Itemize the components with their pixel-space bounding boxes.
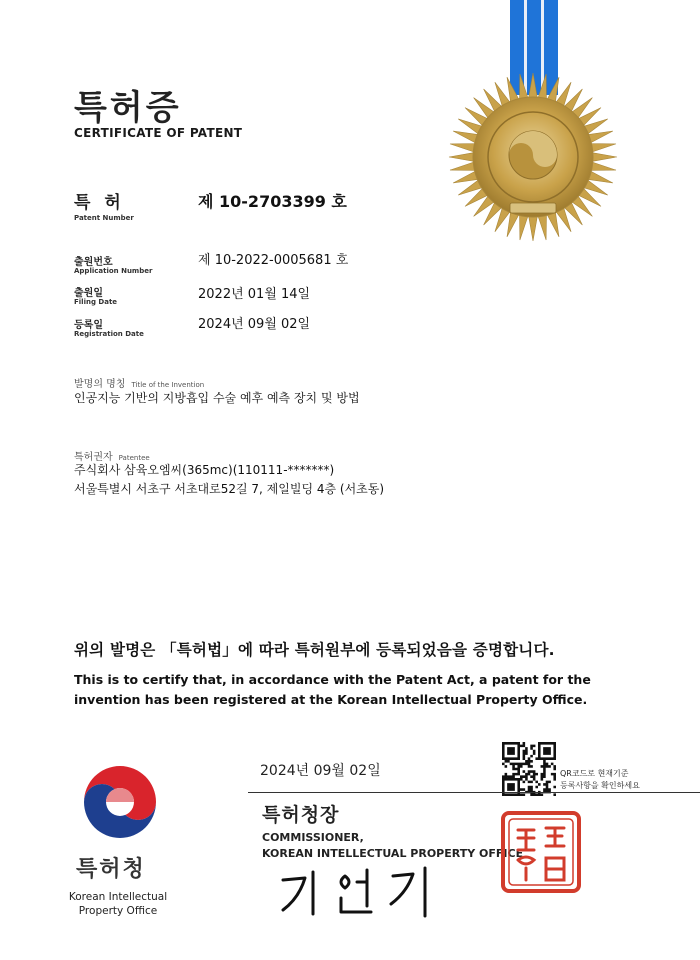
invention-title: 인공지능 기반의 지방흡입 수술 예후 예측 장치 및 방법	[74, 391, 360, 405]
certificate-title-ko: 특허증	[74, 88, 182, 128]
application-number-label-ko: 출원번호	[74, 257, 113, 268]
divider	[248, 792, 700, 793]
registration-date-value: 2024년 09월 02일	[198, 317, 311, 332]
filing-date-value: 2022년 01월 14일	[198, 287, 311, 302]
certification-statement-ko: 위의 발명은 「특허법」에 따라 특허원부에 등록되었음을 증명합니다.	[74, 641, 555, 659]
filing-date-label-ko: 출원일	[74, 288, 103, 299]
application-number-value: 제 10-2022-0005681 호	[198, 253, 349, 268]
commissioner-title-en-line1: COMMISSIONER,	[262, 831, 364, 844]
registration-date-label-ko: 등록일	[74, 320, 103, 331]
patentee-address: 서울특별시 서초구 서초대로52길 7, 제일빌딩 4층 (서초동)	[74, 482, 385, 496]
patentee-label-en: Patentee	[118, 454, 150, 462]
kipo-name-en-line1: Korean Intellectual	[68, 891, 168, 903]
patentee-label-ko: 특허권자	[74, 452, 113, 463]
certification-statement-en: This is to certify that, in accordance with the Patent Act, a patent for the invention has been registered at the Korean Intellectual Property Office.	[74, 672, 591, 707]
kipo-name-en-line2: Property Office	[78, 905, 158, 917]
issue-date: 2024년 09월 02일	[260, 763, 381, 779]
invention-label-ko: 발명의 명칭	[74, 379, 126, 390]
patent-number-label-en: Patent Number	[74, 214, 134, 222]
qr-note-line2: 등록사항을 확인하세요	[560, 781, 640, 790]
commissioner-title-ko: 특허청장	[262, 804, 340, 826]
registration-date-label-en: Registration Date	[74, 330, 144, 338]
patent-number-label-ko: 특 허	[74, 193, 125, 213]
qr-note	[560, 768, 640, 792]
commissioner-title-en-line2: KOREAN INTELLECTUAL PROPERTY OFFICE	[262, 847, 524, 860]
qr-modules	[502, 742, 556, 796]
gold-medal-seal	[440, 0, 630, 260]
commissioner-signature	[275, 862, 445, 922]
invention-label-en: Title of the Invention	[131, 381, 205, 389]
patent-number-value: 제 10-2703399 호	[198, 192, 347, 211]
commissioner-title-en	[262, 830, 523, 862]
qr-code[interactable]	[502, 742, 556, 796]
kipo-name-en	[58, 890, 178, 918]
filing-date-label-en: Filing Date	[74, 298, 118, 306]
certificate-title-en: CERTIFICATE OF PATENT	[74, 126, 243, 140]
kipo-taegeuk-logo	[80, 762, 160, 842]
kipo-name-ko: 특허청	[76, 857, 146, 882]
official-seal-stamp	[500, 810, 582, 894]
application-number-label-en: Application Number	[74, 267, 153, 275]
qr-note-line1: QR코드로 현재기준	[560, 769, 629, 778]
patentee-name: 주식회사 삼육오엠씨(365mc)(110111-*******)	[74, 463, 335, 477]
